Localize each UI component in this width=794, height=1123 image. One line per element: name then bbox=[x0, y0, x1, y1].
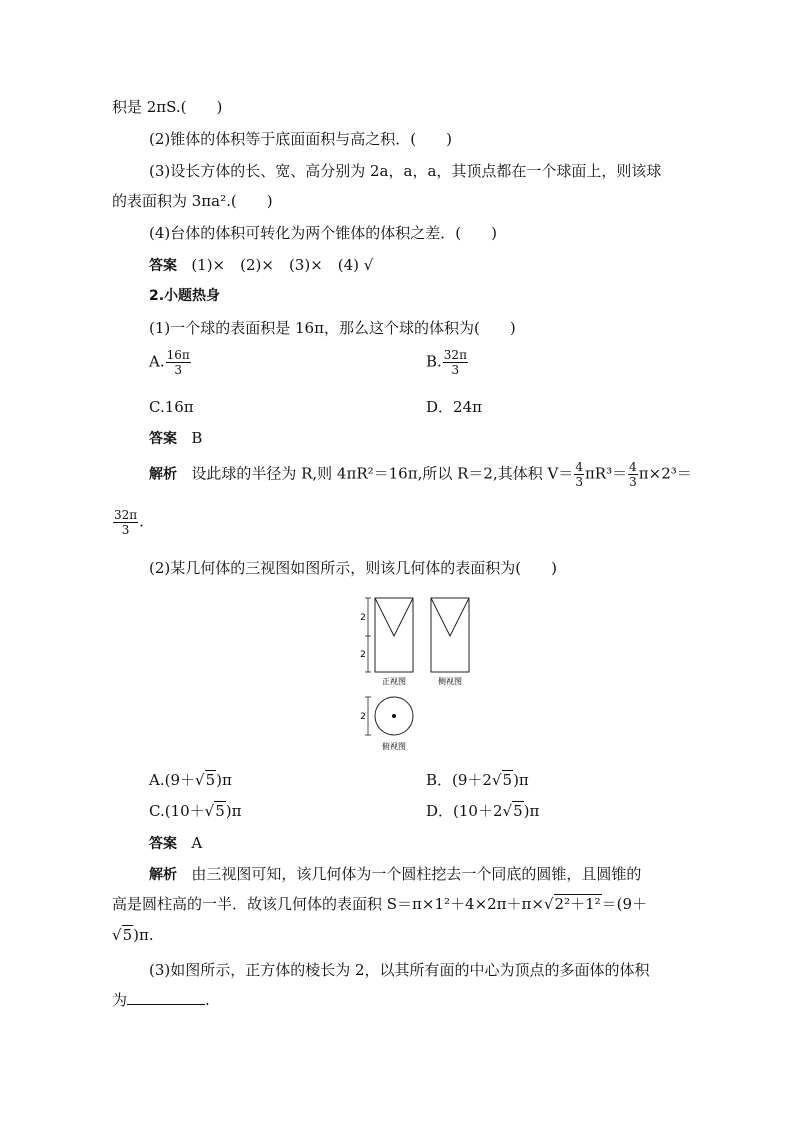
three-view-figure bbox=[355, 592, 475, 756]
judgement-answer bbox=[149, 255, 373, 276]
q2-answer: 答案 A bbox=[149, 834, 203, 852]
q1-option-d: D．24π bbox=[426, 398, 482, 416]
judgement-item-2: (2)锥体的体积等于底面面积与高之积．( ) bbox=[149, 130, 452, 148]
dim-lower-label: 2 bbox=[360, 650, 366, 660]
q2-analysis-line3: √5)π. bbox=[112, 926, 154, 944]
answer-blank[interactable] bbox=[127, 990, 205, 1005]
q1-stem: (1)一个球的表面积是 16π，那么这个球的体积为( ) bbox=[149, 319, 516, 337]
q2-option-c: C.(10＋√5)π bbox=[149, 802, 242, 820]
section-title: 2.小题热身 bbox=[149, 288, 221, 304]
analysis-label: 解析 bbox=[149, 466, 177, 483]
q1-option-a: A. $\frac{16\pi}{3}$ bbox=[149, 348, 190, 377]
q2-stem: (2)某几何体的三视图如图所示，则该几何体的表面积为( ) bbox=[149, 559, 557, 577]
top-view bbox=[360, 697, 413, 751]
answer-text: (1)× (2)× (3)× (4) √ bbox=[191, 256, 374, 274]
q1-analysis: 解析 设此球的半径为 R,则 4πR²＝16π,所以 R＝2,其体积 V＝ $\frac{4}{3}$ πR³＝ $\frac{4}{3}$ π×2³＝ bbox=[149, 460, 692, 489]
dim-upper-label: 2 bbox=[360, 613, 366, 623]
q1-option-b: B. $\frac{32\pi}{3}$ bbox=[426, 348, 467, 377]
q3-stem: (3)如图所示，正方体的棱长为 2，以其所有面的中心为顶点的多面体的体积 bbox=[149, 961, 650, 979]
judgement-item-4: (4)台体的体积可转化为两个锥体的体积之差．( ) bbox=[149, 224, 497, 242]
q2-option-d: D．(10＋2√5)π bbox=[426, 802, 540, 820]
top-view-label: 俯视图 bbox=[382, 742, 406, 751]
q2-analysis-line1: 解析 由三视图可知，该几何体为一个圆柱挖去一个同底的圆锥，且圆锥的 bbox=[149, 865, 642, 883]
judgement-item-3-line2: 的表面积为 3πa².( ) bbox=[112, 192, 273, 210]
q2-option-b: B．(9＋2√5)π bbox=[426, 771, 529, 789]
judgement-item-3-line1: (3)设长方体的长、宽、高分别为 2a，a，a，其顶点都在一个球面上，则该球 bbox=[149, 162, 662, 180]
dim-diameter-label: 2 bbox=[360, 712, 366, 722]
q1-answer: 答案 B bbox=[149, 429, 203, 447]
q1-option-c: C.16π bbox=[149, 398, 194, 416]
side-view-label: 侧视图 bbox=[438, 677, 462, 686]
q3-stem-line2: 为 . bbox=[112, 991, 210, 1009]
answer-label: 答案 bbox=[149, 258, 177, 274]
q1-statement-tail: 积是 2πS.( ) bbox=[112, 98, 223, 116]
front-view-label: 正视图 bbox=[382, 677, 406, 686]
side-view bbox=[431, 598, 469, 686]
q1-analysis-result: $\frac{32\pi}{3}$ . bbox=[114, 508, 144, 537]
front-view bbox=[360, 598, 413, 686]
q2-option-a: A.(9＋√5)π bbox=[149, 771, 232, 789]
q2-analysis-line2: 高是圆柱高的一半．故该几何体的表面积 S＝π×1²＋4×2π＋π×√2²＋1²＝(9＋ bbox=[112, 895, 648, 913]
